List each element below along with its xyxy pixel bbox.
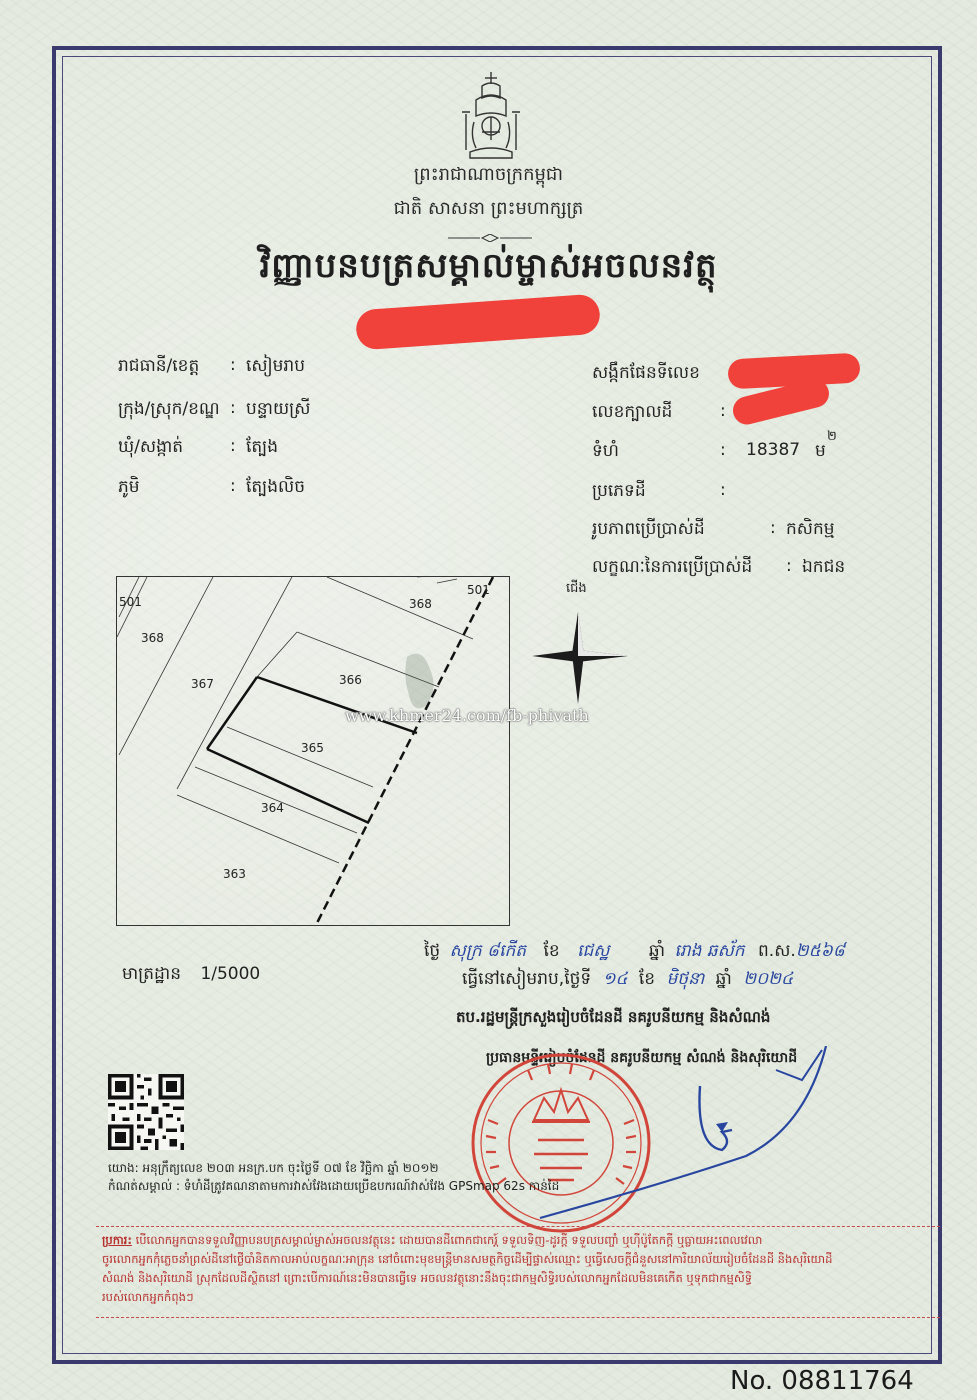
plot-label: 363 bbox=[223, 867, 246, 881]
lunar-year-value: រោង ឆស័ក bbox=[674, 941, 745, 961]
colon: : bbox=[770, 518, 776, 538]
warning-text-line: បើលោកអ្នកបានទទួលវិញ្ញាបនបត្រសម្គាល់ម្ចាស់អចលនវត្ថុនេះ ដោយបានដីពោកជាកេរ្ត៍ ទទួលទិញ-ដូរក្តី ទទួលបញ្ចាំ ឬហ៊ីប៉ូតែកក្តី ឬធ្លាយអះពេលវេលា bbox=[135, 1233, 763, 1247]
warning-text-line: ចូរលោកអ្នកកុំភ្លេចនាំព្រស់ដីនៅថ្ងើបាំនិតកាលអាប់លក្ខណៈអាក្រុន នៅចំពោះមុខមន្ត្រីមានសមត្ថកិច្ចដើម្បីផ្ទាស់ឈ្មោះ ឬធ្វើសេចក្តីជំនួសនៅការិយាល័យរៀបចំដែនដី និងសុរិយោដី bbox=[102, 1252, 833, 1266]
plot-label: 368 bbox=[409, 597, 432, 611]
royal-emblem-icon bbox=[452, 70, 530, 162]
lunar-day-value: សុក្រ ៨កើត bbox=[449, 941, 527, 961]
colon: : bbox=[230, 476, 236, 496]
issue-date-line bbox=[462, 968, 793, 993]
land-type-label: ប្រភេទដី bbox=[592, 481, 646, 501]
ornament-divider bbox=[448, 234, 532, 242]
handwritten-signature bbox=[536, 1046, 836, 1222]
lunar-month-label: ខែ bbox=[543, 941, 560, 961]
area-value: 18387 bbox=[746, 440, 801, 460]
colon: : bbox=[720, 480, 726, 500]
parcel-map bbox=[116, 576, 510, 926]
lunar-date-line bbox=[424, 940, 845, 965]
serial-number: No. 08811764 bbox=[730, 1366, 914, 1396]
village-label: ភូមិ bbox=[118, 477, 140, 497]
warning-text-line: របស់លោកអ្នកកំពុងៗ bbox=[102, 1290, 194, 1304]
certificate-title: វិញ្ញាបនបត្រសម្គាល់ម្ចាស់អចលនវត្ថុ bbox=[259, 246, 718, 286]
plot-label: 365 bbox=[301, 741, 324, 755]
north-compass bbox=[530, 580, 630, 710]
watermark-text: www.khmer24.com/fb-phivath bbox=[345, 706, 589, 725]
north-label: ជើង bbox=[566, 581, 587, 596]
area-unit-superscript: ២ bbox=[827, 429, 837, 444]
warning-label: ប្រការ: bbox=[102, 1233, 132, 1247]
district-label: ក្រុង/ស្រុក/ខណ្ឌ bbox=[118, 399, 220, 419]
colon: : bbox=[720, 440, 726, 460]
zone-label: សង្កឹកផែនទីលេខ bbox=[592, 363, 700, 383]
area-unit: ម bbox=[815, 441, 826, 461]
colon: : bbox=[230, 436, 236, 456]
commune-label: ឃុំ/សង្កាត់ bbox=[118, 437, 184, 457]
qr-code bbox=[108, 1074, 184, 1150]
province-value: សៀមរាប bbox=[246, 356, 306, 376]
kingdom-line: ព្រះរាជាណាចក្រកម្ពុជា bbox=[413, 164, 564, 185]
scale-value: 1/5000 bbox=[200, 964, 261, 984]
compass-star-icon bbox=[530, 600, 630, 710]
colon: : bbox=[720, 401, 726, 421]
director-line: ប្រធានមន្ទីររៀបចំដែនដី នគរូបនីយកម្ម សំណង់ និងសុរិយោដី bbox=[486, 1050, 798, 1066]
colon: : bbox=[786, 556, 792, 576]
land-use-label: រូបភាពប្រើប្រាស់ដី bbox=[592, 519, 705, 539]
commune-value: ត្បែង bbox=[246, 437, 279, 457]
colon: : bbox=[230, 355, 236, 375]
buddhist-era-label: ព.ស. bbox=[758, 941, 796, 961]
warning-notice bbox=[96, 1226, 940, 1318]
issue-month-label: ខែ bbox=[638, 969, 656, 989]
province-label: រាជធានី/ខេត្ត bbox=[118, 356, 200, 376]
issue-place-label: ធ្វើនៅសៀមរាប,ថ្ងៃទី bbox=[462, 969, 592, 989]
lunar-year-label: ឆ្នាំ bbox=[648, 941, 666, 961]
land-nature-label: លក្ខណៈនៃការប្រើប្រាស់ដី bbox=[592, 557, 753, 577]
legal-reference: យោង: អនុក្រឹត្យលេខ ២០៣ អនក្រ.បក ចុះថ្ងៃទី ០៧ ខែ វិច្ឆិកា ឆ្នាំ ២០១២ bbox=[108, 1161, 439, 1175]
district-value: បន្ទាយស្រី bbox=[246, 399, 311, 419]
plot-label: 501 bbox=[119, 595, 142, 609]
motto-line: ជាតិ សាសនា ព្រះមហាក្សត្រ bbox=[393, 198, 584, 219]
lunar-month-value: ជេស្ឋ bbox=[577, 941, 610, 961]
area-label: ទំហំ bbox=[592, 441, 619, 461]
plot-label: 501 bbox=[467, 583, 490, 597]
buddhist-era-value: ២៥៦៨ bbox=[795, 941, 845, 961]
plot-label: 364 bbox=[261, 801, 284, 815]
plot-label: 368 bbox=[141, 631, 164, 645]
scale-label: មាត្រដ្ឋាន bbox=[122, 964, 182, 984]
parcel-number-label: លេខក្បាលដី bbox=[592, 402, 673, 422]
colon: : bbox=[230, 398, 236, 418]
issue-day-value: ១៤ bbox=[602, 969, 628, 989]
land-nature-value: ឯកជន bbox=[802, 557, 846, 577]
warning-text-line: សំណង់ និងសុរិយោដី ស្រុកដែលដីស្ថិតនៅ ព្រោះបើការណ៍នេះមិនបានធ្វើទេ អចលនវត្ថុនោះនឹងចុះជាកម្មសិទ្ធិរបស់លោកអ្នកដែលមិនគេកើត ឬទុកជាកម្មសិទ្ធិ bbox=[102, 1271, 753, 1285]
minister-line: តប.រដ្ឋមន្ត្រីក្រសួងរៀបចំដែនដី នគរូបនីយកម្ម និងសំណង់ bbox=[456, 1008, 771, 1026]
issue-year-value: ២០២៤ bbox=[743, 969, 794, 989]
scale-row bbox=[122, 963, 260, 988]
issue-month-value: មិថុនា bbox=[666, 969, 705, 989]
village-value: ត្បែងលិច bbox=[246, 477, 306, 497]
measurement-note: កំណត់សម្គាល់ : ទំហំដីត្រូវគណនាតាមការវាស់វែងដោយប្រើឧបករណ៍វាស់វែង GPSmap 62s កាន់ដៃ bbox=[108, 1179, 560, 1193]
land-use-value: កសិកម្ម bbox=[786, 519, 835, 539]
lunar-day-label: ថ្ងៃ bbox=[424, 941, 441, 961]
issue-year-label: ឆ្នាំ bbox=[715, 969, 732, 989]
plot-label: 366 bbox=[339, 673, 362, 687]
plot-label: 367 bbox=[191, 677, 214, 691]
